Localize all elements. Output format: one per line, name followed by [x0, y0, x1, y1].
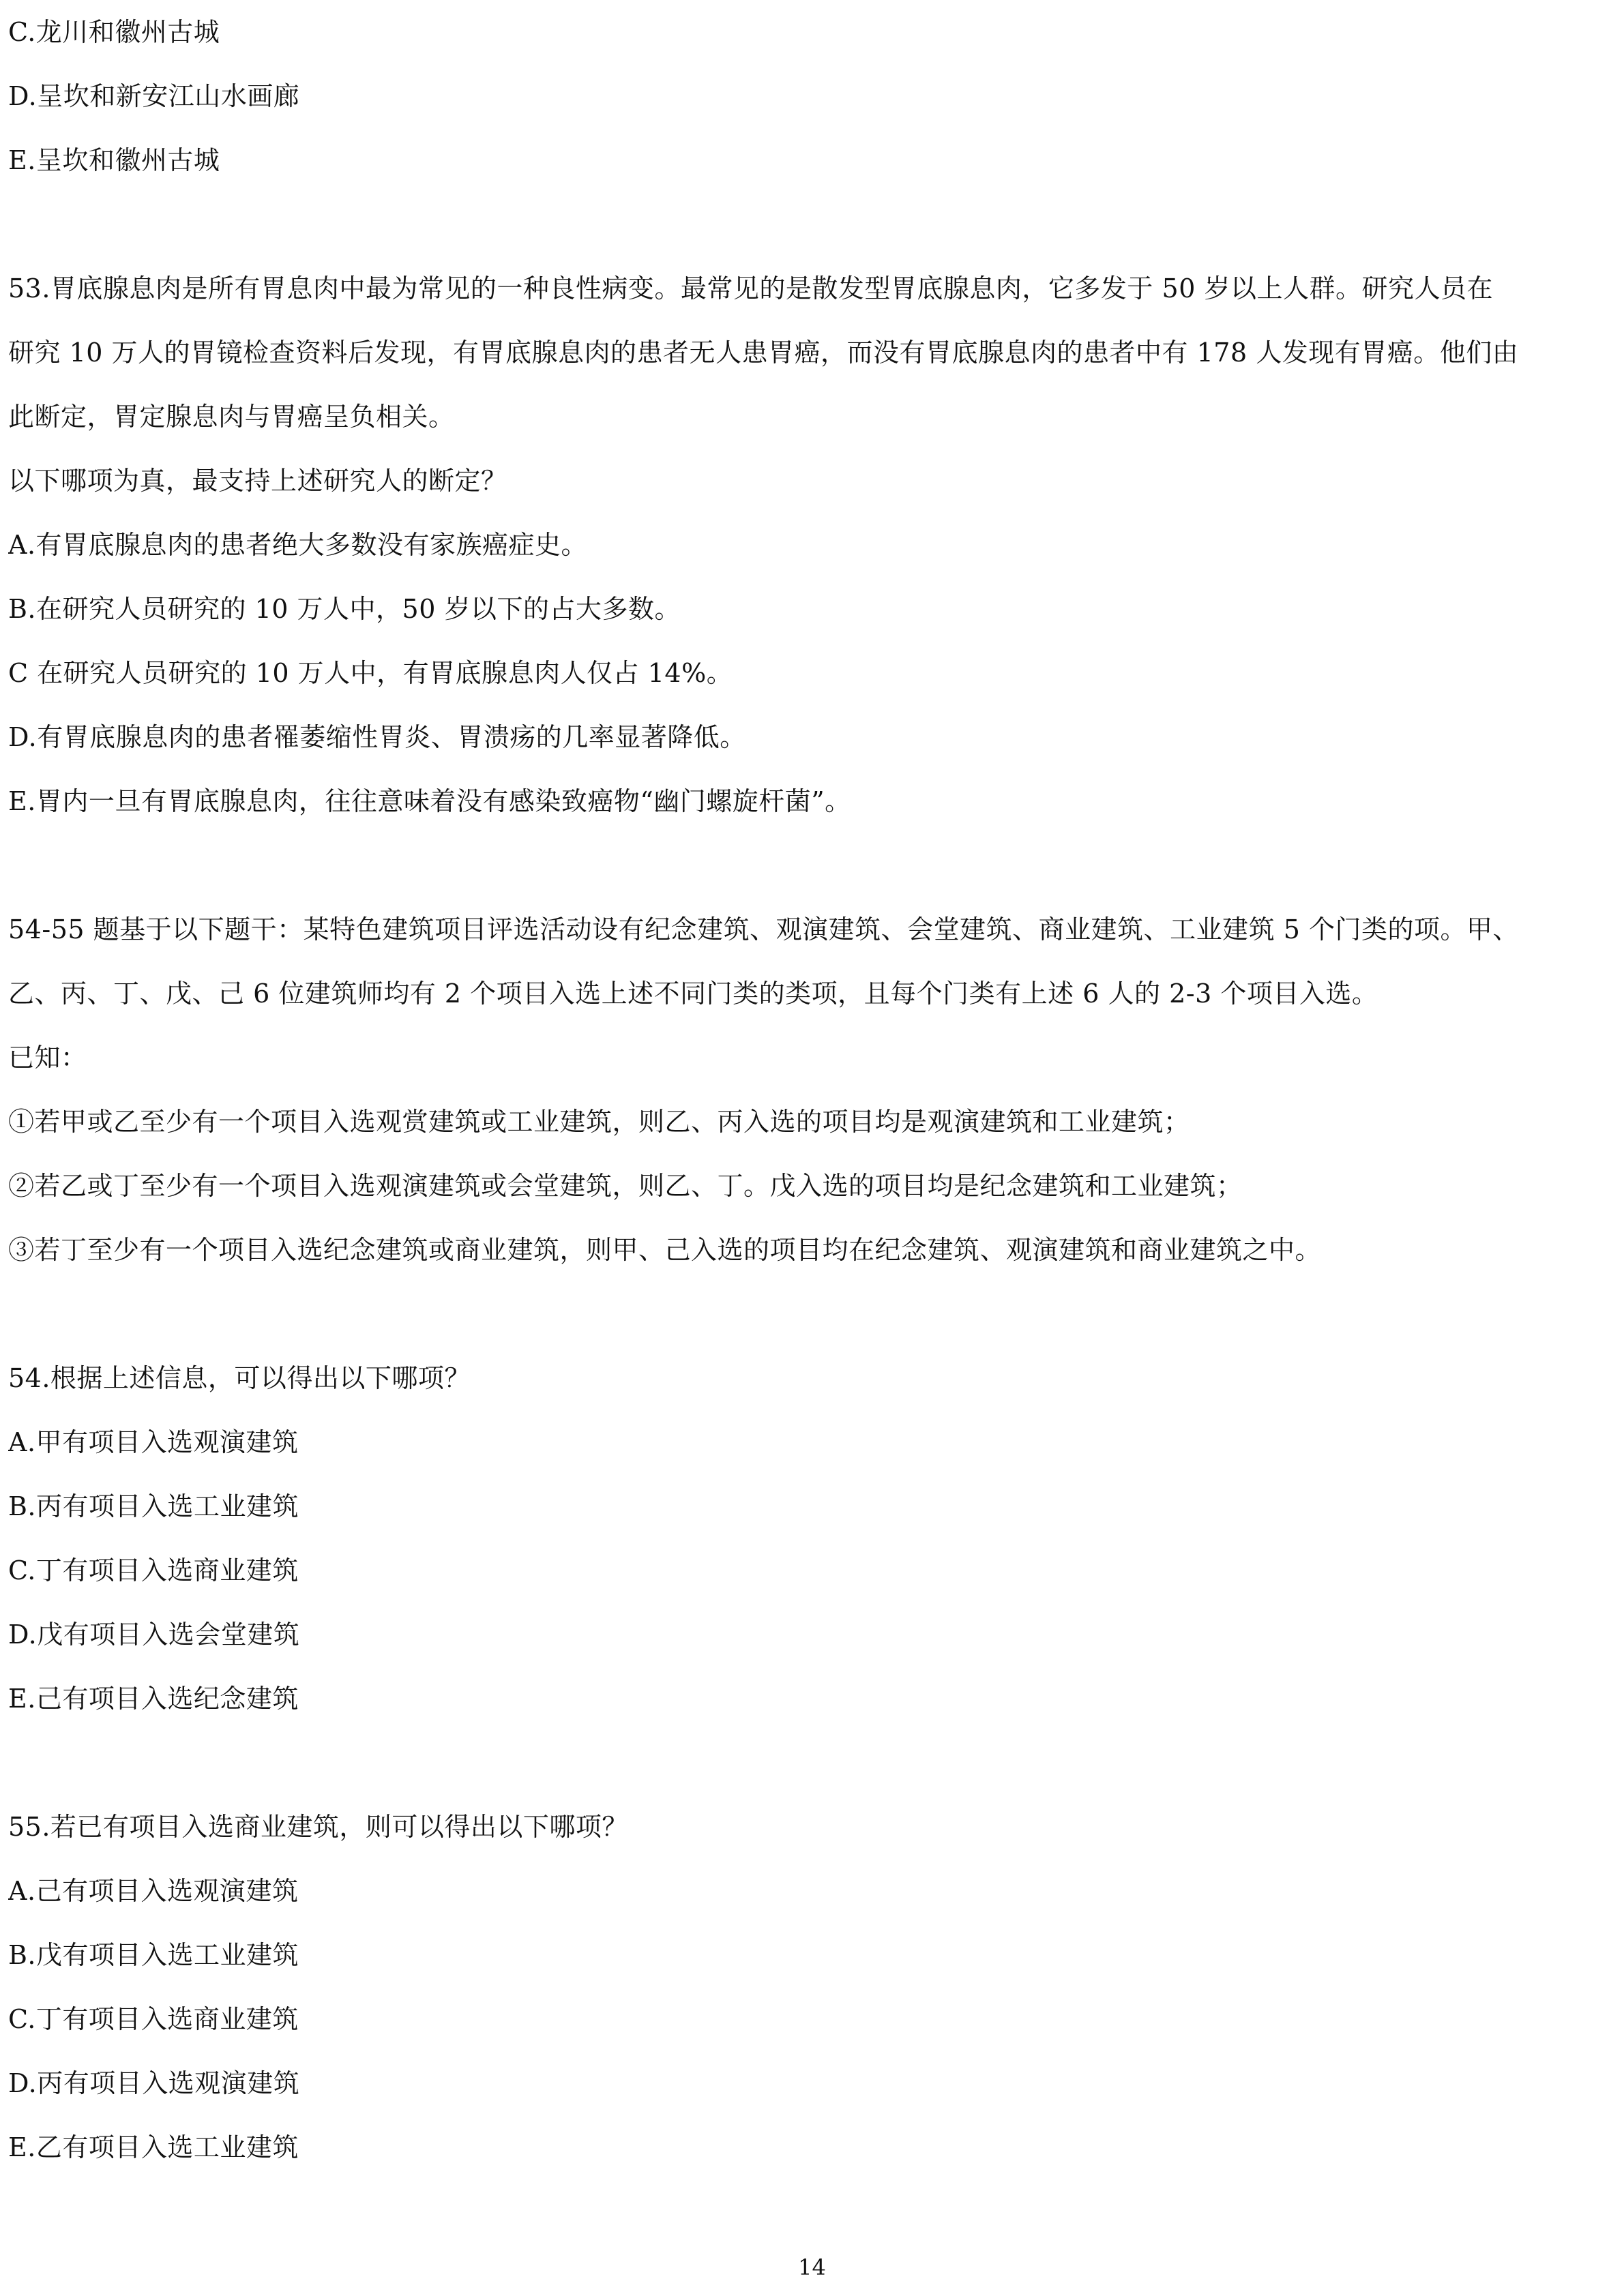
q55-option-e: E.乙有项目入选工业建筑	[8, 2132, 299, 2162]
q54-option-d: D.戊有项目入选会堂建筑	[8, 1620, 300, 1650]
q53-option-c: C 在研究人员研究的 10 万人中，有胃底腺息肉人仅占 14%。	[8, 658, 733, 688]
q55-option-c: C.丁有项目入选商业建筑	[8, 2004, 299, 2034]
q54-option-e: E.己有项目入选纪念建筑	[8, 1684, 299, 1714]
q55-option-a: A.己有项目入选观演建筑	[8, 1876, 299, 1906]
q55-option-b: B.戊有项目入选工业建筑	[8, 1940, 299, 1970]
q53-option-b: B.在研究人员研究的 10 万人中，50 岁以下的占大多数。	[8, 594, 681, 624]
q54-question: 54.根据上述信息，可以得出以下哪项？	[8, 1363, 471, 1393]
document-page	[8, 0, 1618, 2179]
q53-stem-line-2: 研究 10 万人的胃镜检查资料后发现，有胃底腺息肉的患者无人患胃癌，而没有胃底腺息肉的患者中有 178 人发现有胃癌。他们由	[8, 338, 1519, 368]
q54-option-a: A.甲有项目入选观演建筑	[8, 1427, 299, 1457]
spacer	[8, 1731, 1618, 1795]
q52-option-c: C.龙川和徽州古城	[8, 17, 220, 47]
q52-option-d: D.呈坎和新安江山水画廊	[8, 81, 300, 111]
q55-option-d: D.丙有项目入选观演建筑	[8, 2068, 300, 2098]
q53-stem-line-1: 53.胃底腺息肉是所有胃息肉中最为常见的一种良性病变。最常见的是散发型胃底腺息肉，它多发于 50 岁以上人群。研究人员在	[8, 273, 1493, 303]
spacer	[8, 833, 1618, 897]
q53-option-d: D.有胃底腺息肉的患者罹萎缩性胃炎、胃溃疡的几率显著降低。	[8, 722, 746, 752]
q54-55-condition-2: ②若乙或丁至少有一个项目入选观演建筑或会堂建筑，则乙、丁。戊入选的项目均是纪念建筑和工业建筑；	[8, 1171, 1243, 1201]
spacer	[8, 1282, 1618, 1346]
q54-option-b: B.丙有项目入选工业建筑	[8, 1491, 299, 1521]
q54-55-condition-3: ③若丁至少有一个项目入选纪念建筑或商业建筑，则甲、己入选的项目均在纪念建筑、观演建筑和商业建筑之中。	[8, 1235, 1322, 1265]
q55-question: 55.若已有项目入选商业建筑，则可以得出以下哪项？	[8, 1812, 628, 1842]
q53-option-e: E.胃内一旦有胃底腺息肉，往往意味着没有感染致癌物“幽门螺旋杆菌”。	[8, 786, 851, 816]
q54-option-c: C.丁有项目入选商业建筑	[8, 1555, 299, 1585]
spacer	[8, 192, 1618, 256]
q54-55-stem-line-1: 54-55 题基于以下题干：某特色建筑项目评选活动设有纪念建筑、观演建筑、会堂建筑、商业建筑、工业建筑 5 个门类的项。甲、	[8, 914, 1519, 944]
q52-option-e: E.呈坎和徽州古城	[8, 145, 220, 175]
q53-question: 以下哪项为真，最支持上述研究人的断定？	[8, 466, 507, 496]
q53-stem-line-3: 此断定，胃定腺息肉与胃癌呈负相关。	[8, 402, 455, 432]
q54-55-condition-1: ①若甲或乙至少有一个项目入选观赏建筑或工业建筑，则乙、丙入选的项目均是观演建筑和工业建筑；	[8, 1107, 1190, 1137]
q54-55-known-label: 已知：	[8, 1043, 87, 1073]
q54-55-stem-line-2: 乙、丙、丁、戊、己 6 位建筑师均有 2 个项目入选上述不同门类的类项，且每个门类有上述 6 人的 2-3 个项目入选。	[8, 979, 1378, 1009]
page-number: 14	[798, 2254, 826, 2280]
q53-option-a: A.有胃底腺息肉的患者绝大多数没有家族癌症史。	[8, 530, 588, 560]
